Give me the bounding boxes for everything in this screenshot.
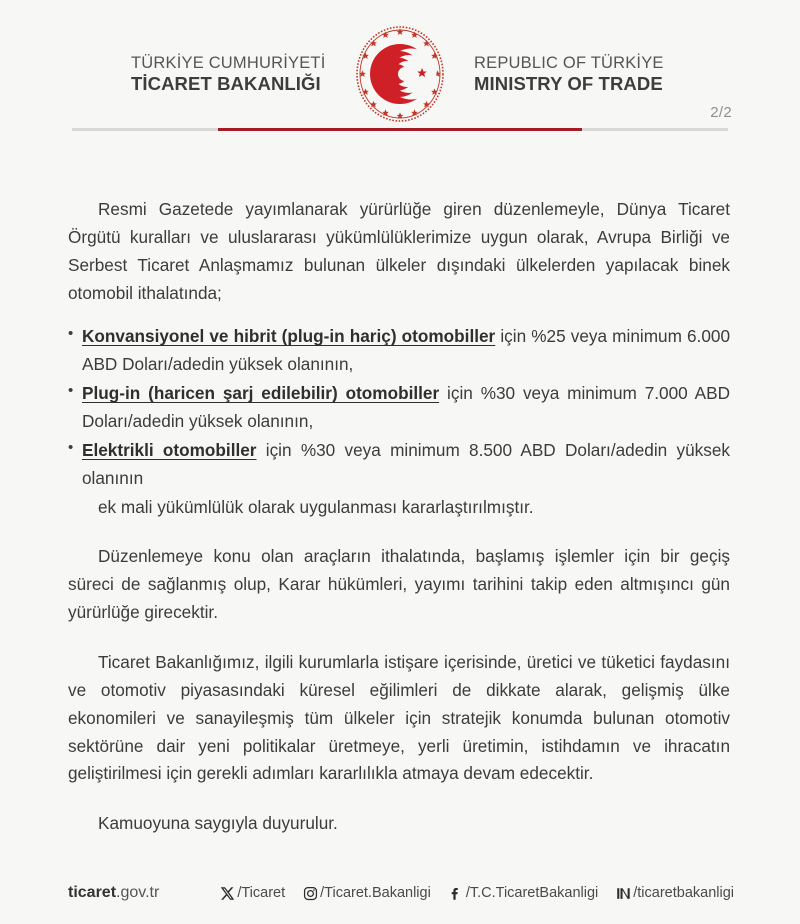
social-handle-nsosyal: /ticaretbakanligi — [633, 885, 734, 901]
list-item — [68, 437, 730, 493]
paragraph-transition-period: Düzenlemeye konu olan araçların ithalatında, başlamış işlemler için bir geçiş süreci de sağlanmış olup, Karar hükümleri, yayımı tarihini takip eden altmışıncı gün yürürlüğe girecektir. — [68, 546, 730, 623]
document-body — [0, 196, 800, 838]
social-handle-instagram: /Ticaret.Bakanligi — [320, 885, 431, 901]
document-header — [0, 0, 800, 140]
header-brand-row — [0, 0, 800, 126]
social-links — [219, 885, 734, 901]
x-twitter-icon — [219, 885, 235, 901]
social-link-facebook[interactable] — [448, 885, 598, 901]
social-handle-facebook: /T.C.TicaretBakanligi — [465, 885, 599, 901]
rate-rest: için %25 veya minimum 6.000 ABD Doları/adedin yüksek olanının, — [82, 326, 731, 375]
rate-lead: Konvansiyonel ve hibrit (plug-in hariç) otomobiller — [82, 326, 496, 347]
brand-english-line2: MINISTRY OF TRADE — [474, 72, 663, 94]
brand-turkish-line1: TÜRKİYE CUMHURİYETİ — [131, 53, 326, 72]
paragraph-intro: Resmi Gazetede yayımlanarak yürürlüğe giren düzenlemeyle, Dünya Ticaret Örgütü kuralları ve uluslararası yükümlülüklerimize uygun olarak, Avrupa Birliği ve Serbest Ticaret Anlaşmamız bulunan ülkeler dışındaki ülkelerden yapılacak binek otomobil ithalatında; — [68, 199, 730, 303]
list-item — [68, 323, 730, 379]
rate-rest: için %30 veya minimum 7.000 ABD Doları/adedin yüksek olanının, — [82, 383, 730, 432]
header-divider — [72, 128, 728, 131]
social-link-nsosyal[interactable] — [615, 885, 734, 901]
website-url[interactable] — [68, 884, 159, 902]
website-url-bold: ticaret — [68, 884, 117, 901]
facebook-icon — [448, 885, 464, 901]
social-link-x[interactable] — [219, 885, 285, 901]
rate-rest: için %30 veya minimum 8.500 ABD Doları/adedin yüksek olanının — [82, 439, 730, 488]
list-item — [68, 380, 730, 436]
brand-turkish — [131, 54, 326, 95]
rate-lead: Plug-in (haricen şarj edilebilir) otomobiller — [82, 383, 440, 404]
turkish-state-emblem-icon — [352, 22, 448, 126]
nsosyal-icon — [615, 885, 631, 901]
rates-list — [68, 323, 730, 492]
social-handle-x: /Ticaret — [237, 885, 286, 901]
brand-turkish-line2: TİCARET BAKANLIĞI — [131, 72, 321, 94]
brand-english-line1: REPUBLIC OF TÜRKİYE — [474, 53, 664, 72]
document-footer — [0, 862, 800, 924]
page-number: 2/2 — [710, 104, 732, 121]
paragraph-ministry-policy: Ticaret Bakanlığımız, ilgili kurumlarla istişare içerisinde, üretici ve tüketici faydasını ve otomotiv piyasasındaki küresel eğilimleri de dikkate alarak, gelişmiş ülke ekonomileri ve sanayileşmiş tüm ülkeler için stratejik konumda bulunan otomotiv sektörüne dair yeni politikalar üretmeye, yerli üretimin, istihdamın ve ihracatın geliştirilmesi için gerekli adımları kararlılıkla atmaya devam edecektir. — [68, 652, 730, 784]
social-link-instagram[interactable] — [302, 885, 431, 901]
instagram-icon — [302, 885, 318, 901]
brand-english — [474, 54, 669, 95]
header-divider-accent — [218, 128, 582, 131]
website-url-rest: .gov.tr — [116, 884, 160, 901]
rate-lead: Elektrikli otomobiller — [82, 439, 257, 460]
paragraph-closing: Kamuoyuna saygıyla duyurulur. — [98, 813, 338, 834]
paragraph-conclusion-clause: ek mali yükümlülük olarak uygulanması kararlaştırılmıştır. — [98, 496, 534, 517]
